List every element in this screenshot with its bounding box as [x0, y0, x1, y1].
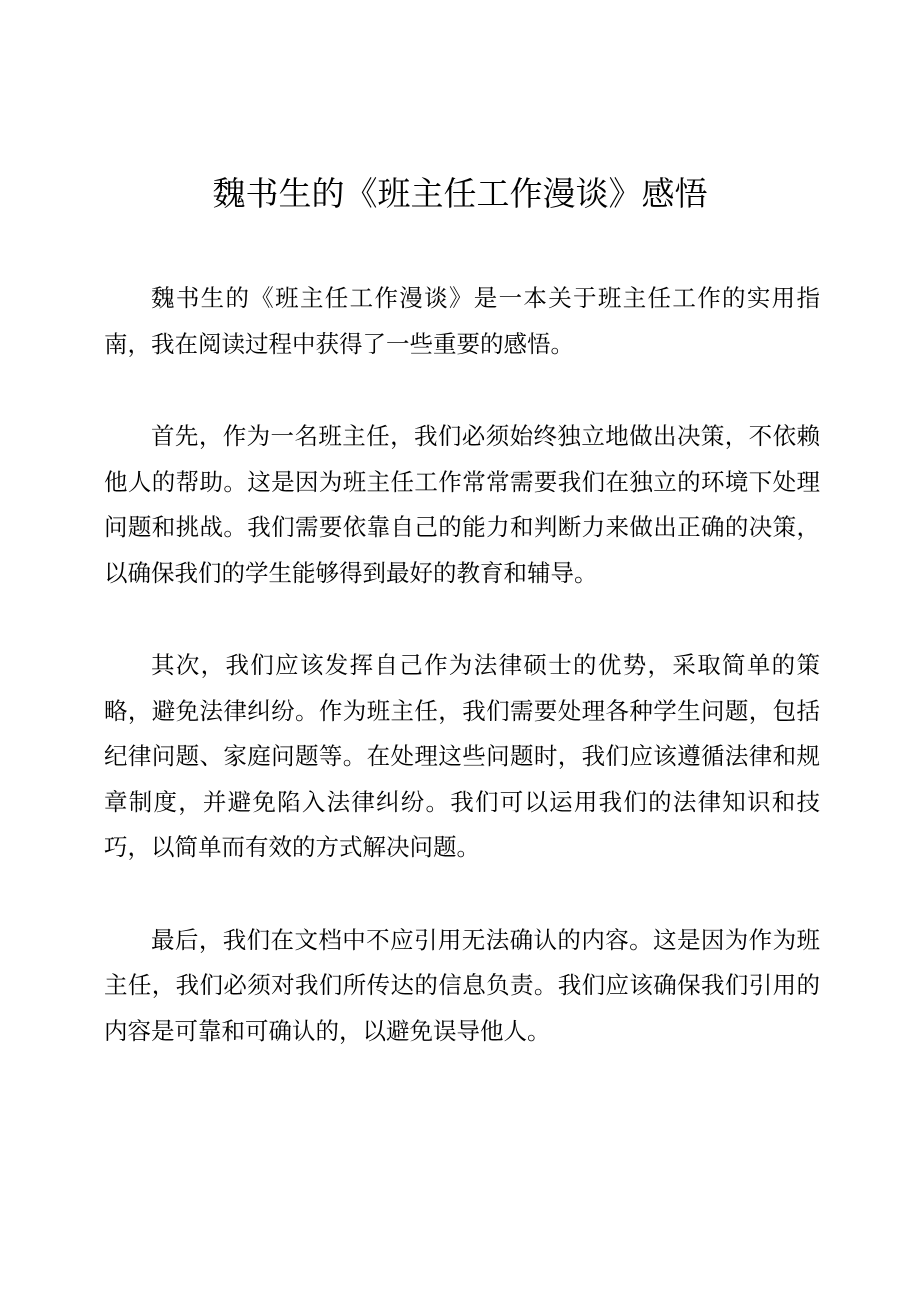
paragraph-last: 最后，我们在文档中不应引用无法确认的内容。这是因为作为班主任，我们必须对我们所传达的信息负责。我们应该确保我们引用的内容是可靠和可确认的，以避免误导他人。 [104, 925, 820, 1045]
document-title: 魏书生的《班主任工作漫谈》感悟 [212, 174, 708, 213]
paragraph-second: 其次，我们应该发挥自己作为法律硕士的优势，采取简单的策略，避免法律纠纷。作为班主任，我们需要处理各种学生问题，包括纪律问题、家庭问题等。在处理这些问题时，我们应该遵循法律和规章制度，并避免陷入法律纠纷。我们可以运用我们的法律知识和技巧，以简单而有效的方式解决问题。 [104, 651, 820, 861]
paragraph-intro: 魏书生的《班主任工作漫谈》是一本关于班主任工作的实用指南，我在阅读过程中获得了一些重要的感悟。 [104, 284, 820, 358]
paragraph-first: 首先，作为一名班主任，我们必须始终独立地做出决策，不依赖他人的帮助。这是因为班主任工作常常需要我们在独立的环境下处理问题和挑战。我们需要依靠自己的能力和判断力来做出正确的决策，以确保我们的学生能够得到最好的教育和辅导。 [104, 422, 820, 587]
document-body [104, 276, 820, 1101]
